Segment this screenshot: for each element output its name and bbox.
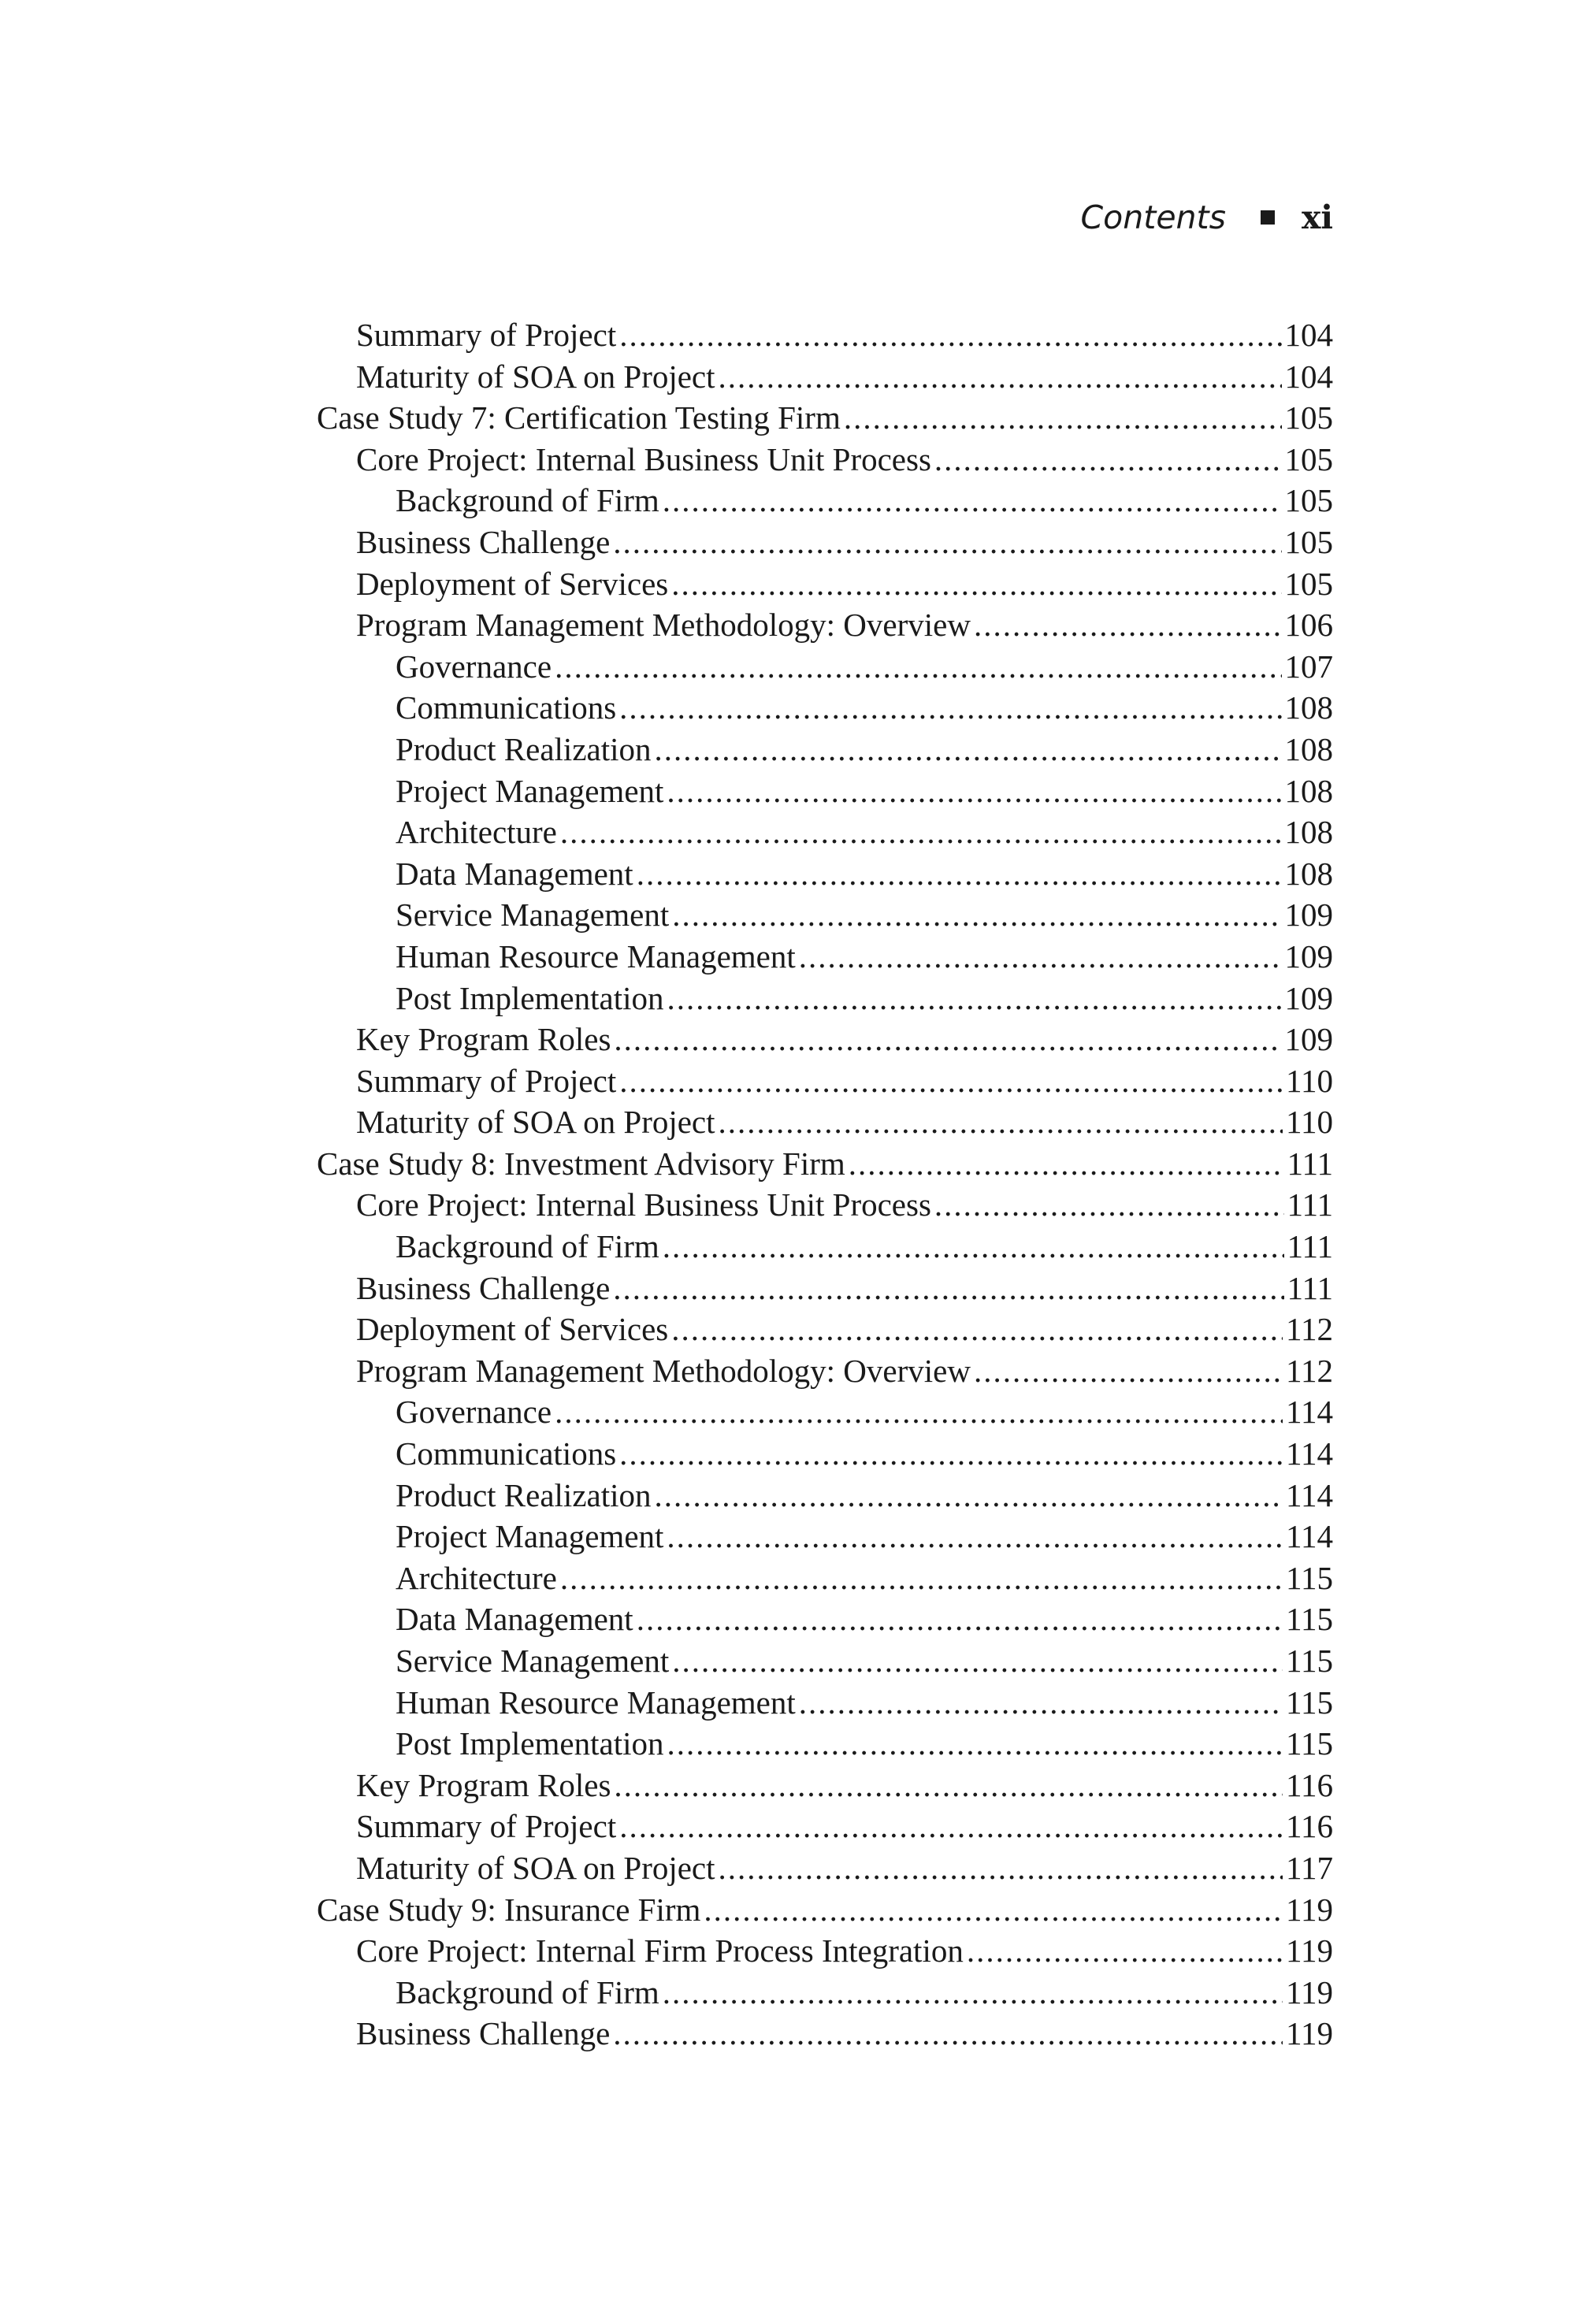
toc-entry[interactable] [317, 439, 1333, 481]
toc-entry[interactable] [317, 480, 1333, 522]
toc-entry[interactable] [317, 314, 1333, 356]
toc-entry-title: Maturity of SOA on Project [356, 1104, 715, 1141]
toc-entry-title: Maturity of SOA on Project [356, 358, 715, 395]
toc-entry[interactable] [317, 1765, 1333, 1806]
dot-leader [974, 604, 1282, 646]
toc-entry-page: 115 [1286, 1725, 1333, 1762]
toc-entry-page: 119 [1286, 2015, 1333, 2052]
dot-leader [614, 1019, 1281, 1060]
dot-leader [799, 936, 1282, 978]
toc-entry-page: 104 [1284, 358, 1333, 395]
toc-entry-title: Core Project: Internal Firm Process Integration [356, 1932, 964, 1969]
toc-entry-page: 119 [1286, 1932, 1333, 1969]
toc-entry-page: 114 [1286, 1394, 1333, 1431]
dot-leader [667, 1723, 1283, 1765]
toc-entry-title: Deployment of Services [356, 1311, 669, 1348]
toc-entry[interactable] [317, 1226, 1333, 1268]
dot-leader [844, 397, 1282, 439]
toc-entry-title: Background of Firm [396, 482, 659, 519]
toc-entry-title: Case Study 8: Investment Advisory Firm [317, 1145, 845, 1182]
toc-entry-title: Governance [396, 648, 552, 685]
dot-leader [974, 1350, 1283, 1392]
toc-entry-page: 105 [1284, 399, 1333, 436]
toc-entry-title: Program Management Methodology: Overview [356, 1352, 971, 1389]
dot-leader [967, 1930, 1283, 1972]
dot-leader [619, 1433, 1283, 1475]
dot-leader [614, 1765, 1283, 1806]
toc-entry-title: Data Management [396, 855, 633, 892]
toc-entry-title: Background of Firm [396, 1973, 659, 2010]
toc-entry-page: 109 [1284, 979, 1333, 1016]
toc-entry-page: 112 [1286, 1352, 1333, 1389]
toc-entry-title: Human Resource Management [396, 1684, 796, 1721]
dot-leader [672, 1640, 1283, 1682]
toc-entry-title: Core Project: Internal Business Unit Process [356, 1186, 931, 1223]
toc-entry[interactable] [317, 563, 1333, 605]
dot-leader [671, 1309, 1283, 1350]
dot-leader [637, 853, 1282, 895]
toc-entry-title: Service Management [396, 897, 670, 934]
dot-leader [799, 1682, 1283, 1724]
toc-entry[interactable] [317, 604, 1333, 646]
dot-leader [667, 1516, 1283, 1557]
dot-leader [555, 646, 1281, 688]
toc-entry-page: 105 [1284, 440, 1333, 477]
dot-leader [663, 1226, 1284, 1268]
toc-entry-title: Program Management Methodology: Overview [356, 607, 971, 644]
toc-entry-page: 114 [1286, 1435, 1333, 1472]
toc-entry-page: 115 [1286, 1643, 1333, 1679]
toc-entry-page: 112 [1286, 1311, 1333, 1348]
toc-entry-page: 108 [1284, 814, 1333, 851]
toc-entry-page: 108 [1284, 772, 1333, 809]
toc-entry-title: Maturity of SOA on Project [356, 1849, 715, 1886]
toc-entry[interactable] [317, 811, 1333, 853]
toc-entry-title: Case Study 9: Insurance Firm [317, 1891, 701, 1928]
toc-entry[interactable] [317, 646, 1333, 688]
toc-entry-page: 114 [1286, 1476, 1333, 1513]
toc-entry-page: 111 [1287, 1228, 1333, 1265]
toc-entry-page: 111 [1287, 1186, 1333, 1223]
toc-entry[interactable] [317, 1143, 1333, 1185]
toc-entry[interactable] [317, 894, 1333, 936]
dot-leader [560, 1557, 1283, 1599]
dot-leader [719, 1101, 1283, 1143]
dot-leader [719, 356, 1282, 398]
toc-entry[interactable] [317, 1475, 1333, 1517]
toc-entry-page: 108 [1284, 730, 1333, 767]
toc-entry-title: Product Realization [396, 730, 652, 767]
toc-entry-title: Business Challenge [356, 523, 611, 560]
toc-entry[interactable] [317, 1847, 1333, 1889]
toc-entry-page: 110 [1286, 1062, 1333, 1099]
toc-entry-page: 115 [1286, 1559, 1333, 1596]
toc-entry[interactable] [317, 729, 1333, 770]
dot-leader [619, 687, 1281, 729]
toc-entry-page: 111 [1287, 1269, 1333, 1306]
dot-leader [934, 1184, 1284, 1226]
table-of-contents [317, 314, 1333, 2055]
toc-entry-page: 109 [1284, 1021, 1333, 1058]
toc-entry[interactable] [317, 1019, 1333, 1060]
dot-leader [667, 978, 1282, 1019]
toc-entry[interactable] [317, 1972, 1333, 2014]
toc-entry-page: 114 [1286, 1518, 1333, 1555]
toc-entry-title: Architecture [396, 1559, 557, 1596]
toc-entry-title: Business Challenge [356, 2015, 611, 2052]
toc-entry-title: Background of Firm [396, 1228, 659, 1265]
toc-entry[interactable] [317, 1806, 1333, 1847]
toc-entry[interactable] [317, 1101, 1333, 1143]
toc-entry[interactable] [317, 978, 1333, 1019]
toc-entry-page: 119 [1286, 1973, 1333, 2010]
dot-leader [613, 1268, 1283, 1309]
toc-entry[interactable] [317, 1516, 1333, 1557]
toc-entry[interactable] [317, 1350, 1333, 1392]
toc-entry[interactable] [317, 1889, 1333, 1931]
toc-entry[interactable] [317, 1268, 1333, 1309]
square-bullet-icon [1261, 210, 1275, 225]
dot-leader [655, 1475, 1283, 1517]
dot-leader [934, 439, 1282, 481]
toc-entry[interactable] [317, 1184, 1333, 1226]
toc-entry[interactable] [317, 1060, 1333, 1102]
toc-entry[interactable] [317, 936, 1333, 978]
toc-entry-title: Architecture [396, 814, 557, 851]
toc-entry-page: 115 [1286, 1684, 1333, 1721]
dot-leader [637, 1598, 1283, 1640]
toc-entry-title: Summary of Project [356, 1808, 617, 1845]
toc-entry-title: Project Management [396, 1518, 664, 1555]
toc-entry-title: Summary of Project [356, 1062, 617, 1099]
toc-entry[interactable] [317, 770, 1333, 812]
toc-entry-page: 115 [1286, 1601, 1333, 1638]
toc-entry[interactable] [317, 522, 1333, 563]
toc-entry[interactable] [317, 1433, 1333, 1475]
toc-entry-title: Key Program Roles [356, 1021, 611, 1058]
toc-entry-page: 105 [1284, 482, 1333, 519]
toc-entry-page: 105 [1284, 565, 1333, 602]
toc-entry-page: 108 [1284, 689, 1333, 726]
toc-entry-title: Post Implementation [396, 979, 664, 1016]
toc-entry-title: Human Resource Management [396, 937, 796, 975]
toc-entry[interactable] [317, 1640, 1333, 1682]
toc-entry-page: 107 [1284, 648, 1333, 685]
dot-leader [613, 2013, 1283, 2055]
toc-entry-title: Communications [396, 689, 617, 726]
dot-leader [655, 729, 1282, 770]
dot-leader [672, 894, 1281, 936]
toc-entry-title: Governance [396, 1394, 552, 1431]
dot-leader [849, 1143, 1284, 1185]
toc-entry-page: 109 [1284, 937, 1333, 975]
dot-leader [613, 522, 1281, 563]
toc-entry-title: Post Implementation [396, 1725, 664, 1762]
toc-entry-page: 119 [1286, 1891, 1333, 1928]
toc-entry-page: 109 [1284, 897, 1333, 934]
toc-entry[interactable] [317, 1723, 1333, 1765]
toc-entry-title: Case Study 7: Certification Testing Firm [317, 399, 841, 436]
dot-leader [619, 1806, 1283, 1847]
toc-entry[interactable] [317, 397, 1333, 439]
toc-entry[interactable] [317, 1598, 1333, 1640]
toc-entry-title: Service Management [396, 1643, 670, 1679]
toc-entry-title: Deployment of Services [356, 565, 669, 602]
toc-entry[interactable] [317, 356, 1333, 398]
toc-entry[interactable] [317, 1682, 1333, 1724]
toc-entry-page: 106 [1284, 607, 1333, 644]
toc-entry[interactable] [317, 687, 1333, 729]
toc-entry-title: Data Management [396, 1601, 633, 1638]
dot-leader [560, 811, 1282, 853]
page-number: xi [1301, 199, 1333, 236]
dot-leader [555, 1391, 1283, 1433]
toc-entry-page: 108 [1284, 855, 1333, 892]
toc-entry-page: 110 [1286, 1104, 1333, 1141]
toc-entry-title: Product Realization [396, 1476, 652, 1513]
toc-entry-page: 117 [1286, 1849, 1333, 1886]
dot-leader [619, 1060, 1283, 1102]
running-head [1081, 194, 1333, 241]
toc-entry-page: 111 [1287, 1145, 1333, 1182]
dot-leader [671, 563, 1281, 605]
dot-leader [663, 1972, 1283, 2014]
toc-entry-title: Key Program Roles [356, 1766, 611, 1803]
toc-entry-title: Project Management [396, 772, 664, 809]
dot-leader [719, 1847, 1283, 1889]
toc-entry-title: Core Project: Internal Business Unit Process [356, 440, 931, 477]
toc-entry-title: Summary of Project [356, 317, 617, 353]
running-head-title: Contents [1080, 199, 1226, 236]
toc-entry[interactable] [317, 1309, 1333, 1350]
toc-entry[interactable] [317, 1930, 1333, 1972]
toc-entry-page: 104 [1284, 317, 1333, 353]
toc-entry[interactable] [317, 1391, 1333, 1433]
toc-entry-page: 116 [1286, 1766, 1333, 1803]
toc-entry[interactable] [317, 1557, 1333, 1599]
dot-leader [619, 314, 1281, 356]
toc-entry-title: Communications [396, 1435, 617, 1472]
toc-entry-page: 116 [1286, 1808, 1333, 1845]
dot-leader [704, 1889, 1283, 1931]
toc-entry[interactable] [317, 853, 1333, 895]
dot-leader [667, 770, 1281, 812]
toc-entry-page: 105 [1284, 523, 1333, 560]
dot-leader [663, 480, 1282, 522]
toc-entry-title: Business Challenge [356, 1269, 611, 1306]
toc-entry[interactable] [317, 2013, 1333, 2055]
